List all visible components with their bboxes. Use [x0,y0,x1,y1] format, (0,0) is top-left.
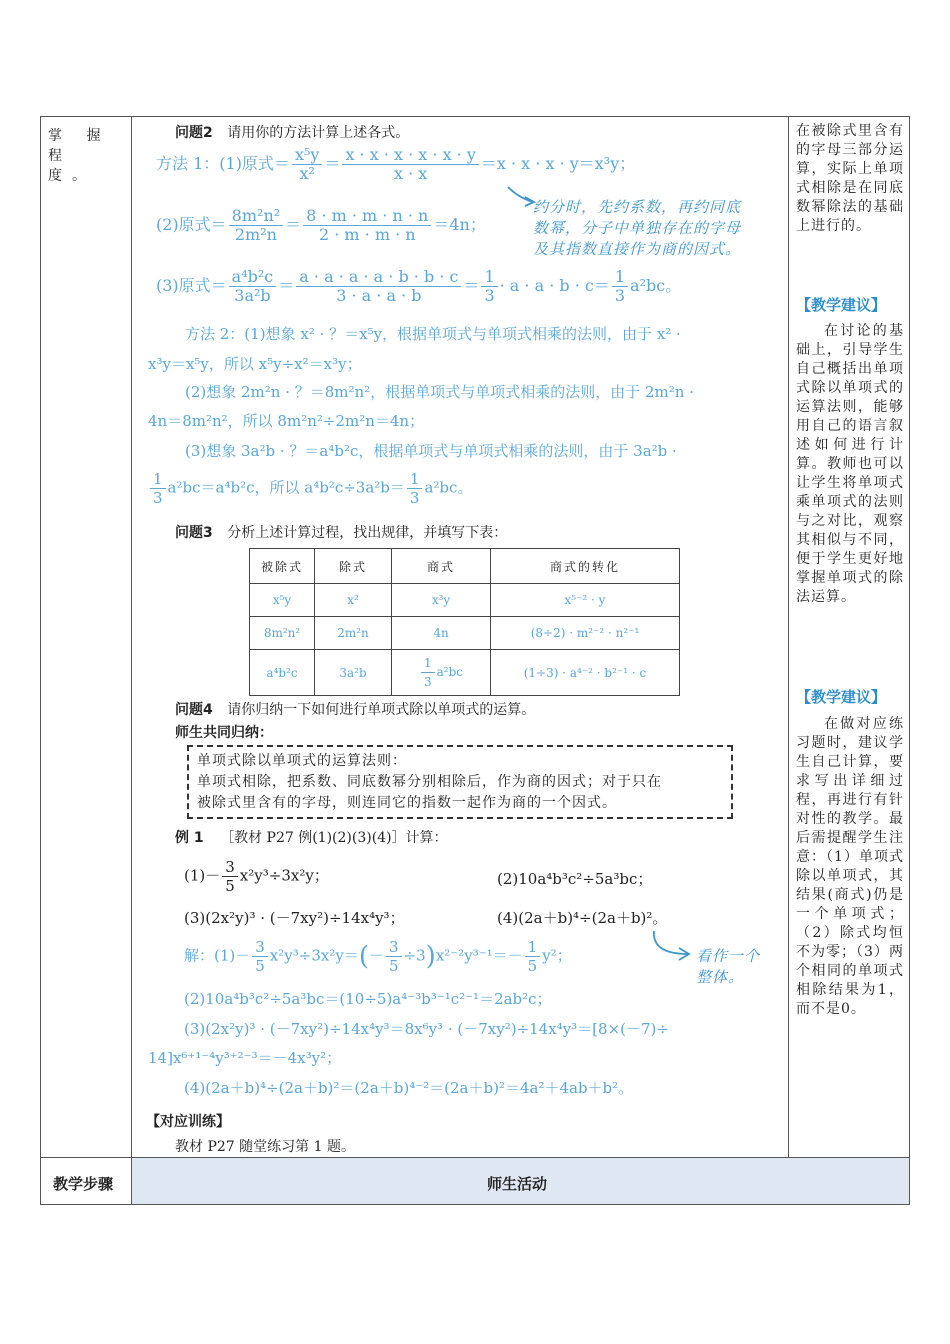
th-divisor: 除式 [315,549,392,584]
ex-s1-lead: 解：(1)－ [184,946,251,965]
ex-solution-4: (4)(2a＋b)⁴÷(2a＋b)²＝(2a＋b)⁴⁻²＝(2a＋b)²＝4a²＋4ab＋b²。 [184,1079,634,1097]
table-cell: (1÷3) · a⁴⁻² · b²⁻¹ · c [491,650,680,696]
m1-l1-frac2-num: x · x · x · x · x · y [342,146,478,165]
side-note-1: 在被除式里含有的字母三部分运算，实际上单项式相除是在同底数幂除法的基础上进行的。 [796,123,904,234]
m1-l1-frac1-num: x⁵y [292,146,322,165]
m2-line5: (3)想象 3a²b · ？＝a⁴b²c，根据单项式与单项式相乘的法则，由于 3a²b · [185,442,677,460]
m1-l1-frac1-den: x² [299,164,315,183]
footer-left-cell [40,1157,132,1205]
example-text: ［教材 P27 例(1)(2)(3)(4)］计算： [220,830,448,846]
m2-line4: 4n＝8m²n²，所以 8m²n²÷2m²n＝4n； [148,412,425,430]
table-row [250,584,680,617]
table-row [250,617,680,650]
ex-s1-frac1 [252,938,268,975]
ex-s1-c: ÷3 [403,946,426,965]
m1-l3-frac1 [229,268,277,305]
ex-solution-1: 解：(1)－ $\frac{3}{5}$ x²y³÷3x²y＝(－ $\frac{3}{5}$ ÷3)x²⁻²y³⁻¹＝－ $\frac{1}{5}$ y²； [184,938,572,975]
ex-s1-frac3-num: 1 [525,938,541,957]
table-frac-den: 3 [423,675,432,689]
footer-right-cell [131,1157,910,1205]
m1-l1-lead: 方法 1：(1)原式＝ [156,154,290,173]
table-cell: (8÷2) · m²⁻² · n²⁻¹ [491,617,680,650]
table-frac [421,654,435,691]
ex-s1-b: x²y³÷3x²y＝ [269,946,359,965]
side-note-3: 在做对应练习题时，建议学生自己计算，要求写出详细过程，再进行有针对性的教学。最后需提醒学生注意：（1）单项式除以单项式，其结果(商式)仍是一个单项式；（2）除式均恒不为零；（3）两个相同的单项式相除结果为1，而不是0。 [796,716,904,1017]
q4-text: 请你归纳一下如何进行单项式除以单项式的运算。 [227,702,536,718]
rule-line2: 被除式里含有的字母，则连同它的指数一起作为商的一个因式。 [197,795,617,811]
table-cell: x³y [392,584,491,617]
training-label: 【对应训练】 [146,1114,230,1130]
table-cell: 3a²b [315,650,392,696]
question-2 [175,122,409,142]
note2-arrow-icon [648,928,698,964]
m2-frac2 [407,470,423,507]
m1-l2-frac1 [229,207,283,244]
summary-label: 师生共同归纳： [175,725,273,741]
table-cell-quotient: a²bc [436,665,463,679]
m1-l3-frac2-num: a · a · a · a · b · b · c [296,268,461,287]
ex-problem-2: (2)10a⁴b³c²÷5a³bc； [497,870,653,888]
ex-solution-3b: 14]x⁶⁺¹⁻⁴y³⁺²⁻³＝－4x³y²； [148,1049,342,1067]
ex-problem-4: (4)(2a＋b)⁴÷(2a＋b)²。 [497,909,668,927]
q3-label: 问题3 [175,525,213,541]
table-cell: x² [315,584,392,617]
m1-l3-frac4 [612,268,628,305]
ex-p1-frac-num: 3 [222,858,238,877]
m1-l3-frac1-num: a⁴b²c [229,268,277,287]
m1-l3-frac3-den: 3 [484,286,495,305]
m1-l2-lead: (2)原式＝ [156,215,227,234]
side-heading-1: 【教学建议】 [796,296,887,314]
method1-line2: (2)原式＝ $\frac{\text{8m²n²}}{\text{2m²n}}$ ＝ $\frac{8 \cdot m \cdot m \cdot n \cdot n}{2 \cdot m \cdot m \cdot n}$ ＝4n； [156,206,486,244]
side-note-2: 在讨论的基础上，引导学生自己概括出单项式除以单项式的运算法则，能够用自己的语言叙述如何进行计算。教师也可以让学生将单项式乘单项式的法则与之对比，观察其相似与不同，便于学生更好地掌握单项式的除法运算。 [796,323,904,605]
q4-label: 问题4 [175,702,213,718]
q2-label: 问题2 [175,125,213,141]
ex-s1-e: y²； [542,946,572,965]
rule-title: 单项式除以单项式的运算法则： [197,753,407,769]
ex-p1-lead: (1)－ [184,866,221,885]
th-dividend: 被除式 [250,549,315,584]
m2-frac2-num: 1 [407,470,423,489]
question-3 [175,522,507,542]
m1-l2-frac1-num: 8m²n² [229,207,283,226]
table-cell: 4n [392,617,491,650]
left-column [40,116,132,1158]
ex-s1-d: x²⁻²y³⁻¹＝－ [435,946,523,965]
m1-l3-frac3 [481,268,497,305]
training-text: 教材 P27 随堂练习第 1 题。 [175,1139,355,1155]
ex-p1-tail: x²y³÷3x²y； [239,866,329,885]
q2-text: 请用你的方法计算上述各式。 [227,125,410,141]
method1-line1: 方法 1：(1)原式＝ $\frac{\text{x⁵y}}{\text{x²}}$ ＝ $\frac{x \cdot x \cdot x \cdot x \cdot x \cdot y}{x \cdot x}$ ＝x · x · x · y＝x³y； [156,145,636,183]
example-1 [175,827,448,847]
m1-l1-tail: ＝x · x · x · y＝x³y； [480,154,636,173]
m1-l1-frac2-den: x · x [394,164,428,183]
ex-s1-frac2 [386,938,402,975]
m1-l3-frac4-num: 1 [612,268,628,287]
note2-line1: 看作一个 [696,947,761,965]
m1-l2-frac2-den: 2 · m · m · n [318,225,416,244]
footer-right-label: 师生活动 [487,1175,548,1193]
m1-l3-lead: (3)原式＝ [156,276,227,295]
m1-l3-mid: · a · a · b · c＝ [499,276,610,295]
side-heading-2: 【教学建议】 [796,688,887,706]
th-conversion: 商式的转化 [491,549,680,584]
m2-frac1-den: 3 [153,489,163,507]
table-cell [392,650,491,696]
m2-line2: x³y＝x⁵y，所以 x⁵y÷x²＝x³y； [148,355,362,373]
ex-s1-frac1-num: 3 [252,938,268,957]
table-row [250,650,680,696]
rule-line1: 单项式相除，把系数、同底数幂分别相除后，作为商的因式；对于只在 [197,774,662,790]
note1-line3: 及其指数直接作为商的因式。 [533,240,742,258]
handwritten-note-2 [696,946,760,988]
table-cell: x⁵y [250,584,315,617]
ex-problem-1 [184,858,329,895]
method1-line3: (3)原式＝ $\frac{\text{a⁴b²c}}{\text{3a²b}}$ ＝ $\frac{a \cdot a \cdot a \cdot a \cdot b \cdot b \cdot c}{3 \cdot a \cdot a \cdot b}$ ＝ $\frac{1}{3}$ · a · a · b · c＝ $\frac{1}{3}$ a²bc。 [156,267,682,305]
q3-text: 分析上述计算过程，找出规律，并填写下表： [227,525,508,541]
m2-l6b: a²bc。 [424,478,473,497]
m1-l3-frac1-den: 3a²b [234,286,271,305]
table-cell: x⁵⁻² · y [491,584,680,617]
m2-frac2-den: 3 [409,489,420,507]
note1-line2: 数幂，分子中单独存在的字母 [533,219,742,237]
footer-left-label: 教学步骤 [53,1175,114,1193]
example-label: 例 1 [175,830,204,846]
ex-problem-3: (3)(2x²y)³ · (－7xy²)÷14x⁴y³； [184,909,405,927]
m2-l6a: a²bc＝a⁴b²c，所以 a⁴b²c÷3a²b＝ [167,478,405,497]
m1-l1-frac2 [342,146,478,183]
note2-line2: 整体。 [696,968,745,986]
m1-l3-frac2 [296,268,461,305]
m2-frac1 [150,470,166,507]
m1-l3-frac3-num: 1 [481,268,497,287]
m1-l3-tail: a²bc。 [630,276,682,295]
m1-l1-frac1 [292,146,322,183]
ex-solution-2: (2)10a⁴b³c²÷5a³bc＝(10÷5)a⁴⁻³b³⁻¹c²⁻¹＝2ab²c； [184,990,552,1008]
note1-line1: 约分时，先约系数，再约同底 [533,198,742,216]
ex-s1-rparen: ) [425,941,436,972]
question-4 [175,699,535,719]
m1-l2-frac1-den: 2m²n [234,225,277,244]
m1-l2-frac2 [303,207,431,244]
m2-line3: (2)想象 2m²n · ？＝8m²n²，根据单项式与单项式相乘的法则，由于 2m²n · [185,383,694,401]
rule-box [187,745,733,819]
rule-table [249,548,680,696]
table-cell: 2m²n [315,617,392,650]
m2-line1: 方法 2：(1)想象 x² · ？＝x⁵y，根据单项式与单项式相乘的法则，由于 x² · [185,325,681,343]
handwritten-note-1 [533,197,741,260]
ex-solution-3a: (3)(2x²y)³ · (－7xy²)÷14x⁴y³＝8x⁶y³ · (－7xy²)÷14x⁴y³＝[8×(－7)÷ [184,1020,669,1038]
table-cell: a⁴b²c [250,650,315,696]
ex-s1-frac3 [525,938,541,975]
left-text: 掌 握 程 度。 [48,128,111,184]
ex-s1-lparen: ( [358,941,369,972]
th-quotient: 商式 [392,549,491,584]
m1-l2-tail: ＝4n； [433,215,486,234]
table-cell: 8m²n² [250,617,315,650]
table-frac-num: 1 [421,654,435,673]
m2-line6 [148,470,472,507]
ex-p1-frac [222,858,238,895]
m1-l3-frac2-den: 3 · a · a · b [336,286,422,305]
ex-s1-frac1-den: 5 [255,957,265,975]
ex-s1-frac2-num: 3 [386,938,402,957]
ex-s1-frac3-den: 5 [527,957,538,975]
m2-frac1-num: 1 [150,470,166,489]
ex-s1-frac2-den: 5 [389,957,399,975]
m1-l2-frac2-num: 8 · m · m · n · n [303,207,431,226]
m1-l3-frac4-den: 3 [614,286,626,305]
ex-p1-frac-den: 5 [225,877,235,895]
